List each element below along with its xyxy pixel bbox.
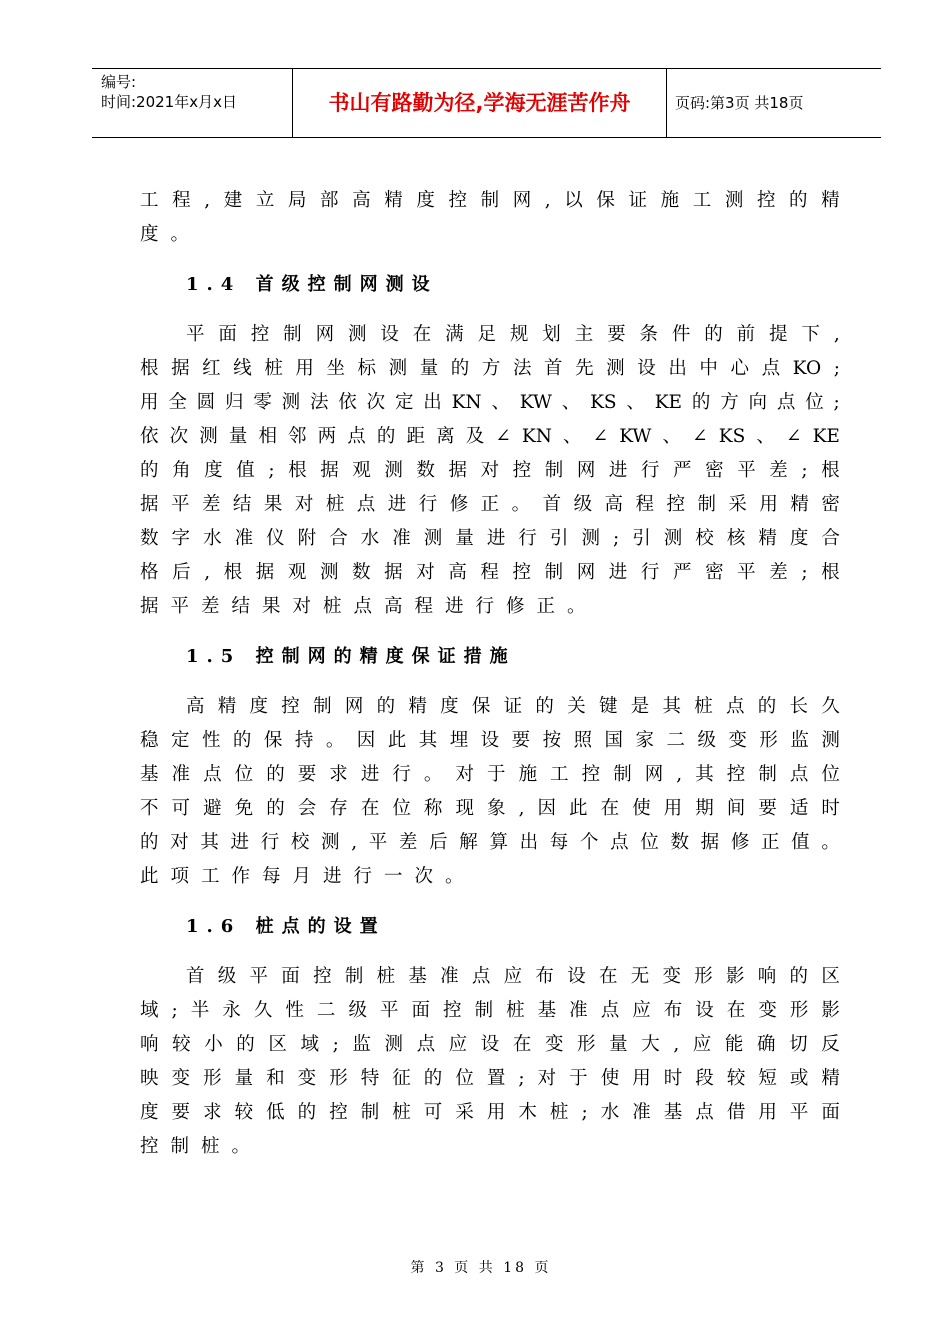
paragraph-line: 控制桩。 [140, 1136, 263, 1157]
paragraph-line: 映 变 形 量 和 变 形 特 征 的 位 置 ; 对 于 使 用 时 段 较 短 或 精 [140, 1068, 840, 1089]
paragraph-line: 此项工作每月进行一次。 [140, 866, 476, 887]
paragraph-line: 格 后 , 根 据 观 测 数 据 对 高 程 控 制 网 进 行 严 密 平 差 ; 根 [140, 562, 840, 583]
header-page-info: 页码:第3页 共18页 [675, 94, 804, 112]
header-meta [92, 69, 292, 137]
paragraph-line: 域 ; 半 永 久 性 二 级 平 面 控 制 桩 基 准 点 应 布 设 在 变 形 影 [140, 1000, 840, 1021]
paragraph-line: 据平差结果对桩点高程进行修正。 [140, 596, 598, 617]
header-motto: 书山有路勤为径,学海无涯苦作舟 [292, 69, 667, 137]
paragraph-line: 稳 定 性 的 保 持 。 因 此 其 埋 设 要 按 照 国 家 二 级 变 形 监 测 [140, 730, 840, 751]
document-body [140, 184, 840, 1164]
paragraph-line: 高 精 度 控 制 网 的 精 度 保 证 的 关 键 是 其 桩 点 的 长 久 [186, 696, 840, 717]
paragraph-line: 依 次 测 量 相 邻 两 点 的 距 离 及 ∠ KN 、 ∠ KW 、 ∠ KS 、 ∠ KE [140, 426, 840, 447]
paragraph-line: 据 平 差 结 果 对 桩 点 进 行 修 正 。 首 级 高 程 控 制 采 用 精 密 [140, 494, 840, 515]
section-1-6-paragraph [140, 960, 840, 1164]
paragraph-line: 不 可 避 免 的 会 存 在 位 称 现 象 , 因 此 在 使 用 期 间 要 适 时 [140, 798, 840, 819]
paragraph-line: 工 程 , 建 立 局 部 高 精 度 控 制 网 , 以 保 证 施 工 测 控 的 精 [140, 190, 840, 211]
serial-label: 编号: [101, 73, 137, 91]
page-footer: 第 3 页 共 18 页 [410, 1260, 552, 1276]
time-label: 时间:2021年x月x日 [101, 93, 237, 111]
section-1-4-title: 1.4 首级控制网测设 [186, 274, 438, 295]
paragraph-line: 数 字 水 准 仪 附 合 水 准 测 量 进 行 引 测 ; 引 测 校 核 精 度 合 [140, 528, 840, 549]
paragraph-line: 根 据 红 线 桩 用 坐 标 测 量 的 方 法 首 先 测 设 出 中 心 点 KO ; [140, 358, 840, 379]
paragraph-line: 度。 [140, 224, 202, 245]
paragraph-line: 响 较 小 的 区 域 ; 监 测 点 应 设 在 变 形 量 大 , 应 能 确 切 反 [140, 1034, 840, 1055]
paragraph-line: 平 面 控 制 网 测 设 在 满 足 规 划 主 要 条 件 的 前 提 下 , [186, 324, 840, 345]
section-1-5-title: 1.5 控制网的精度保证措施 [186, 646, 516, 667]
section-1-5-paragraph [140, 690, 840, 894]
intro-paragraph [140, 184, 840, 252]
paragraph-line: 首 级 平 面 控 制 桩 基 准 点 应 布 设 在 无 变 形 影 响 的 区 [186, 966, 840, 987]
section-1-6-title: 1.6 桩点的设置 [186, 916, 386, 937]
paragraph-line: 用 全 圆 归 零 测 法 依 次 定 出 KN 、 KW 、 KS 、 KE 的 方 向 点 位 ; [140, 392, 840, 413]
page-header [92, 68, 881, 138]
paragraph-line: 度 要 求 较 低 的 控 制 桩 可 采 用 木 桩 ; 水 准 基 点 借 用 平 面 [140, 1102, 840, 1123]
paragraph-line: 基 准 点 位 的 要 求 进 行 。 对 于 施 工 控 制 网 , 其 控 制 点 位 [140, 764, 840, 785]
section-1-4-paragraph [140, 318, 840, 624]
paragraph-line: 的 角 度 值 ; 根 据 观 测 数 据 对 控 制 网 进 行 严 密 平 差 ; 根 [140, 460, 840, 481]
paragraph-line: 的 对 其 进 行 校 测 , 平 差 后 解 算 出 每 个 点 位 数 据 修 正 值 。 [140, 832, 840, 853]
